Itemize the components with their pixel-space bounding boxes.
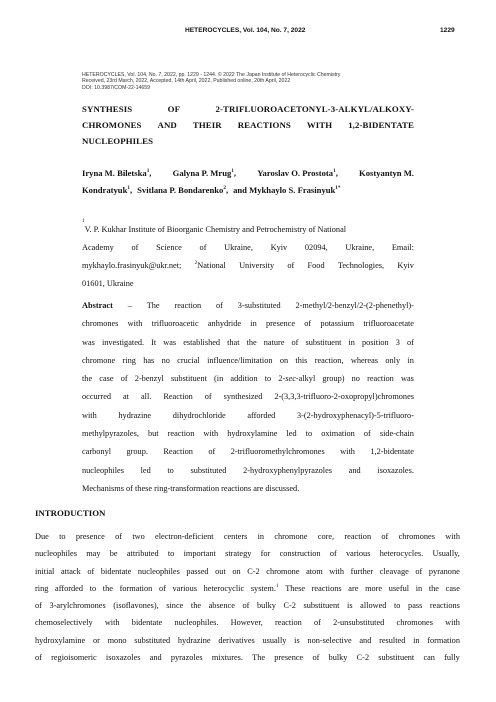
- affiliation-word: University: [239, 261, 275, 270]
- body-word: in: [413, 635, 420, 645]
- body-word: the: [190, 601, 202, 611]
- affiliation-word: of: [287, 261, 295, 270]
- doi-line: DOI: 10.3987/COM-22-14659: [82, 84, 151, 91]
- introduction-heading: INTRODUCTION: [35, 508, 106, 518]
- body-word: of: [381, 532, 389, 541]
- abstract-word: hydroxylamine: [227, 429, 278, 439]
- body-word: out: [215, 566, 226, 576]
- body-word: hydroxylamine: [35, 635, 86, 645]
- body-word: fully: [444, 653, 460, 663]
- affiliation-word: Kyiv: [397, 261, 414, 270]
- author-name: Galyna P. Mrug$^1$,: [172, 168, 237, 178]
- body-word: in: [257, 532, 265, 541]
- body-word: of: [35, 653, 42, 663]
- body-word: usually: [262, 635, 287, 645]
- abstract-word: chromones: [82, 319, 119, 329]
- abstract-label: Abstract: [82, 301, 113, 310]
- abstract-line: [82, 462, 414, 480]
- body-word: further: [350, 566, 374, 576]
- body-word: of: [87, 566, 95, 576]
- affiliation-word: of: [199, 243, 207, 252]
- abstract-word: no: [351, 374, 360, 384]
- body-word: presence: [274, 653, 304, 663]
- paper-title: [82, 101, 414, 149]
- body-word: heterocycles.: [379, 549, 424, 559]
- abstract-word: was: [400, 374, 414, 384]
- abstract: [82, 297, 414, 498]
- body-word: may: [86, 549, 101, 559]
- body-word: cleavage: [379, 566, 409, 576]
- body-word: since: [166, 601, 184, 611]
- abstract-word: 2-(3,3,3-trifluoro-2-oxopropyl)chromones: [274, 392, 414, 402]
- body-word: is: [347, 601, 353, 611]
- body-word: can: [423, 653, 435, 663]
- abstract-word: It: [151, 337, 157, 347]
- body-word: These: [285, 583, 305, 593]
- author-name: Kondratyuk$^1$,: [82, 185, 133, 195]
- title-word: SYNTHESIS: [82, 104, 133, 114]
- body-word: the: [102, 583, 113, 593]
- abstract-word: Reaction: [163, 392, 193, 402]
- abstract-line: [82, 388, 414, 406]
- abstract-word: 2-sec-alkyl: [278, 374, 316, 384]
- title-line: NUCLEOPHILES: [82, 136, 154, 146]
- author-list: [82, 165, 414, 199]
- abstract-word: to: [264, 374, 272, 384]
- body-word: chromone: [266, 566, 300, 576]
- body-word: are: [348, 583, 359, 593]
- body-word: regioisomeric: [51, 653, 97, 663]
- abstract-word: of: [291, 337, 299, 347]
- affiliation-word: Ukraine,: [345, 243, 375, 252]
- body-word: the: [428, 583, 439, 593]
- body-word: bulky: [328, 653, 348, 663]
- abstract-line: [82, 297, 414, 315]
- body-line: [35, 632, 460, 649]
- abstract-word: of: [204, 392, 212, 402]
- running-head: [0, 27, 496, 39]
- citation-line: Received, 23rd March, 2022, Accepted, 14th April, 2022, Published online, 20th April, 2022: [82, 78, 291, 85]
- body-word: more: [365, 583, 383, 593]
- body-word: bidentate: [100, 566, 132, 576]
- abstract-word: in: [348, 337, 355, 347]
- body-word: for: [260, 549, 271, 559]
- author-name: Iryna M. Biletska$^1$,: [82, 168, 152, 178]
- body-word: important: [183, 549, 216, 559]
- author-affiliation-marker: 1: [146, 168, 150, 175]
- body-word: pass: [408, 601, 423, 611]
- body-word: on: [232, 566, 241, 576]
- affiliation-word: Academy: [82, 243, 114, 252]
- author-affiliation-marker: 1: [333, 168, 336, 175]
- abstract-word: of: [208, 447, 216, 457]
- body-line: [35, 597, 460, 614]
- body-word: 3-arylchromones: [49, 601, 106, 611]
- body-word: case: [445, 583, 460, 593]
- body-word: chemoselectively: [35, 618, 93, 628]
- abstract-word: reaction: [167, 429, 195, 439]
- body-word: Due: [35, 532, 49, 541]
- abstract-word: synthesized: [223, 392, 263, 402]
- affiliation-word: of: [131, 243, 139, 252]
- body-word: of: [158, 583, 166, 593]
- abstract-word: that: [227, 337, 240, 347]
- body-word: reaction: [275, 618, 302, 628]
- body-word: bulky: [256, 601, 276, 611]
- abstract-word: presence: [266, 319, 296, 329]
- title-word: OF: [167, 104, 181, 114]
- body-word: of: [35, 601, 42, 611]
- body-word: with: [445, 532, 460, 541]
- abstract-word: hydrazine: [118, 410, 152, 420]
- abstract-word: substituent: [305, 337, 342, 347]
- body-word: with: [329, 566, 345, 576]
- abstract-word: in: [407, 355, 414, 365]
- body-line: [35, 614, 460, 631]
- title-word: 1,2-BIDENTATE: [348, 120, 414, 130]
- abstract-word: with: [127, 319, 143, 329]
- abstract-word: but: [147, 429, 159, 439]
- body-word: two: [132, 532, 145, 541]
- abstract-word: with: [340, 447, 355, 457]
- body-word: of: [313, 618, 321, 628]
- abstract-word: nucleophiles: [82, 465, 124, 475]
- body-word: various: [346, 549, 371, 559]
- body-line: [35, 528, 460, 545]
- abstract-word: potassium: [320, 319, 355, 329]
- affiliation-word: Science: [156, 243, 182, 252]
- affiliation-marker: 1: [82, 218, 85, 224]
- body-word: and: [359, 635, 372, 645]
- journal-header: HETEROCYCLES, Vol. 104, No. 7, 2022: [185, 27, 306, 34]
- title-word: REACTIONS: [237, 120, 291, 130]
- author-name: Kostyantyn M.: [359, 168, 414, 178]
- body-word: in: [415, 583, 423, 593]
- body-word: to: [59, 532, 66, 541]
- abstract-word: has: [143, 355, 155, 365]
- title-line: [82, 101, 414, 117]
- body-word: useful: [388, 583, 410, 593]
- abstract-word: established: [183, 337, 221, 347]
- abstract-line: [82, 370, 414, 388]
- body-word: mixtures.: [211, 653, 243, 663]
- body-line: [35, 563, 460, 580]
- abstract-word: dihydrochloride: [172, 410, 226, 420]
- abstract-word: of: [304, 319, 312, 329]
- body-word: of: [329, 549, 337, 559]
- abstract-line: [82, 352, 414, 370]
- affiliation-word: Email:: [391, 243, 414, 252]
- body-word: 2-unsubstituted: [333, 618, 385, 628]
- abstract-word: reaction,: [314, 355, 344, 365]
- abstract-line: Mechanisms of these ring-transformation reactions are discussed.: [82, 483, 300, 493]
- abstract-word: 1,2-bidentate: [370, 447, 414, 457]
- body-word: initial: [35, 566, 55, 576]
- abstract-word: afforded: [247, 410, 276, 420]
- affiliation-word: Kyiv: [270, 243, 288, 252]
- abstract-word: and: [348, 465, 361, 475]
- author-name: and Mykhaylo S. Frasinyuk$^{1*}$: [233, 185, 341, 195]
- abstract-word: oximation: [321, 429, 355, 439]
- page-number: 1229: [440, 27, 455, 34]
- body-word: or: [92, 635, 100, 645]
- body-word: of: [242, 601, 250, 611]
- body-word: (isoflavones),: [113, 601, 159, 611]
- title-word: THEIR: [192, 120, 222, 130]
- abstract-word: side-chain: [379, 429, 414, 439]
- body-word: heterocyclic: [203, 583, 245, 593]
- affiliations: [82, 218, 414, 293]
- affiliation-word: 02094,: [304, 243, 328, 252]
- abstract-word: 2-benzyl: [134, 374, 164, 384]
- author-affiliation-marker: 1: [127, 185, 130, 192]
- title-word: WITH: [306, 120, 333, 130]
- abstract-word: trifluoroacetic: [151, 319, 199, 329]
- abstract-line: [82, 425, 414, 443]
- body-word: ring: [35, 583, 49, 593]
- abstract-word: all.: [140, 392, 152, 402]
- body-word: However,: [230, 618, 263, 628]
- author-affiliation-marker: 1*: [335, 185, 341, 192]
- abstract-word: (in: [214, 374, 224, 384]
- affiliation-word: Food: [307, 261, 325, 270]
- abstract-word: 3-(2-hydroxyphenacyl)-5-trifluoro-: [296, 410, 414, 420]
- body-word: presence: [75, 532, 105, 541]
- abstract-word: occurred: [82, 392, 112, 402]
- body-word: to: [394, 601, 401, 611]
- abstract-word: to: [305, 429, 313, 439]
- body-word: isoxazoles: [105, 653, 141, 663]
- body-word: formation: [119, 583, 153, 593]
- abstract-line: [82, 407, 414, 425]
- abstract-word: anhydride: [207, 319, 242, 329]
- abstract-word: 3: [395, 337, 400, 347]
- body-word: formation: [427, 635, 460, 645]
- author-name: Svitlana P. Bondarenko$^2$,: [137, 185, 229, 195]
- abstract-word: 2-trifluoromethylchromones: [230, 447, 325, 457]
- abstract-word: 3-substituted: [237, 301, 281, 310]
- body-line: [35, 580, 460, 597]
- abstract-word: crucial: [177, 355, 200, 365]
- body-word: system.$^1$: [250, 583, 279, 593]
- abstract-word: ring: [122, 355, 136, 365]
- abstract-word: The: [146, 301, 160, 310]
- abstract-word: position: [361, 337, 389, 347]
- abstract-word: of: [363, 429, 371, 439]
- body-word: reactions: [311, 583, 342, 593]
- abstract-word: to: [167, 465, 174, 475]
- body-word: is: [294, 635, 300, 645]
- body-word: and: [149, 653, 162, 663]
- abstract-word: at: [123, 392, 129, 402]
- body-word: attributed: [126, 549, 159, 559]
- abstract-word: was: [82, 337, 95, 347]
- body-word: non-selective: [307, 635, 352, 645]
- abstract-word: trifluoroacetate: [363, 319, 414, 329]
- body-word: reaction: [344, 532, 372, 541]
- body-word: resulted: [379, 635, 406, 645]
- affiliation-word: mykhaylo.frasinyuk@ukr.net;: [82, 261, 182, 270]
- affiliation-text: V. P. Kukhar Institute of Bioorganic Chemistry and Petrochemistry of National: [84, 225, 347, 234]
- body-word: with: [445, 618, 460, 628]
- abstract-word: of: [216, 301, 223, 310]
- abstract-word: led: [286, 429, 297, 439]
- body-word: reactions: [429, 601, 460, 611]
- body-word: various: [172, 583, 197, 593]
- abstract-word: influence/limitation: [207, 355, 273, 365]
- body-word: with: [104, 618, 120, 628]
- body-word: C-2: [283, 601, 296, 611]
- body-word: attack: [60, 566, 81, 576]
- body-word: Usually,: [432, 549, 460, 559]
- abstract-word: the: [246, 337, 257, 347]
- body-word: chromone: [274, 532, 308, 541]
- title-word: 2-TRIFLUOROACETONYL-3-ALKYL/ALKOXY-: [215, 104, 414, 114]
- title-word: CHROMONES: [82, 120, 142, 130]
- body-word: absence: [208, 601, 235, 611]
- abstract-line: [82, 315, 414, 333]
- body-word: of: [115, 532, 123, 541]
- abstract-word: on: [279, 355, 289, 365]
- body-word: nucleophiles: [137, 566, 180, 576]
- body-word: core,: [317, 532, 335, 541]
- abstract-line: [82, 443, 414, 461]
- abstract-word: substituent: [170, 374, 207, 384]
- body-word: substituent: [303, 601, 340, 611]
- abstract-word: isoxazoles.: [377, 465, 414, 475]
- author-affiliation-marker: 1: [231, 168, 234, 175]
- citation-line: HETEROCYCLES, Vol. 104, No. 7, 2022, pp. 1229 - 1244. © 2022 The Japan Institute of Heterocyclic Chemistry: [82, 72, 341, 78]
- body-word: nucleophiles.: [174, 618, 219, 628]
- body-word: derivatives: [218, 635, 255, 645]
- abstract-word: only: [385, 355, 401, 365]
- body-word: pyrazoles: [170, 653, 203, 663]
- body-word: centers: [223, 532, 248, 541]
- affiliation-line: [82, 239, 414, 257]
- abstract-line: [82, 334, 414, 352]
- abstract-word: reaction: [174, 301, 202, 310]
- abstract-word: was: [163, 337, 177, 347]
- author-affiliation-marker: 2: [223, 185, 226, 192]
- body-word: to: [167, 549, 175, 559]
- body-word: C-2: [247, 566, 260, 576]
- abstract-word: carbonyl: [82, 447, 112, 457]
- body-word: bidentate: [131, 618, 163, 628]
- abstract-word: group): [322, 374, 345, 384]
- body-word: pyranone: [428, 566, 460, 576]
- body-word: nucleophiles: [35, 549, 77, 559]
- abstract-word: 2-methyl/2-benzyl/2-(2-phenethyl)-: [295, 301, 414, 310]
- body-word: chromones: [396, 618, 433, 628]
- abstract-word: of: [406, 337, 414, 347]
- abstract-word: of: [120, 374, 128, 384]
- abstract-word: nature: [263, 337, 285, 347]
- body-word: allowed: [360, 601, 387, 611]
- body-word: The: [252, 653, 266, 663]
- abstract-word: with: [82, 410, 97, 420]
- affiliation-word: Technologies,: [337, 261, 385, 270]
- affiliation-line: [82, 257, 414, 275]
- affiliation-line: [82, 218, 414, 239]
- citation-block: [82, 72, 412, 91]
- body-word: to: [89, 583, 97, 593]
- body-word: be: [109, 549, 118, 559]
- body-word: of: [312, 653, 320, 663]
- abstract-word: case: [99, 374, 114, 384]
- title-word: AND: [157, 120, 177, 130]
- abstract-word: whereas: [350, 355, 379, 365]
- title-line: [82, 117, 414, 133]
- abstract-word: group.: [126, 447, 148, 457]
- author-name: Yaroslav O. Prostota$^1$,: [257, 168, 338, 178]
- affiliation-word: $^2$National: [194, 260, 226, 270]
- body-word: afforded: [55, 583, 83, 593]
- author-line: [82, 165, 414, 182]
- abstract-word: addition: [230, 374, 258, 384]
- abstract-word: chromone: [82, 355, 116, 365]
- body-word: of: [415, 566, 423, 576]
- abstract-word: the: [82, 374, 93, 384]
- abstract-word: in: [250, 319, 257, 329]
- abstract-word: this: [295, 355, 308, 365]
- body-word: substituent: [378, 653, 415, 663]
- body-word: electron-deficient: [155, 532, 214, 541]
- abstract-word: with: [203, 429, 219, 439]
- body-line: [35, 545, 460, 562]
- abstract-word: led: [140, 465, 151, 475]
- abstract-word: 2-hydroxyphenylpyrazoles: [243, 465, 333, 475]
- author-line: [82, 182, 414, 199]
- abstract-word: reaction: [367, 374, 394, 384]
- body-word: strategy: [225, 549, 252, 559]
- abstract-word: investigated.: [101, 337, 145, 347]
- abstract-word: –: [127, 301, 132, 310]
- body-word: C-2: [356, 653, 370, 663]
- abstract-word: substituted: [190, 465, 227, 475]
- body-word: passed: [186, 566, 209, 576]
- body-word: substituted: [134, 635, 171, 645]
- body-word: hydrazine: [177, 635, 211, 645]
- affiliation-line: 01601, Ukraine: [82, 279, 134, 288]
- body-word: construction: [279, 549, 321, 559]
- body-line: [35, 649, 460, 666]
- abstract-word: methylpyrazoles,: [82, 429, 139, 439]
- body-word: mono: [107, 635, 127, 645]
- abstract-word: Reaction: [163, 447, 193, 457]
- introduction-body: [35, 528, 460, 666]
- body-word: chromones: [398, 532, 435, 541]
- affiliation-word: Ukraine,: [224, 243, 253, 252]
- body-word: atom: [306, 566, 323, 576]
- abstract-word: no: [161, 355, 170, 365]
